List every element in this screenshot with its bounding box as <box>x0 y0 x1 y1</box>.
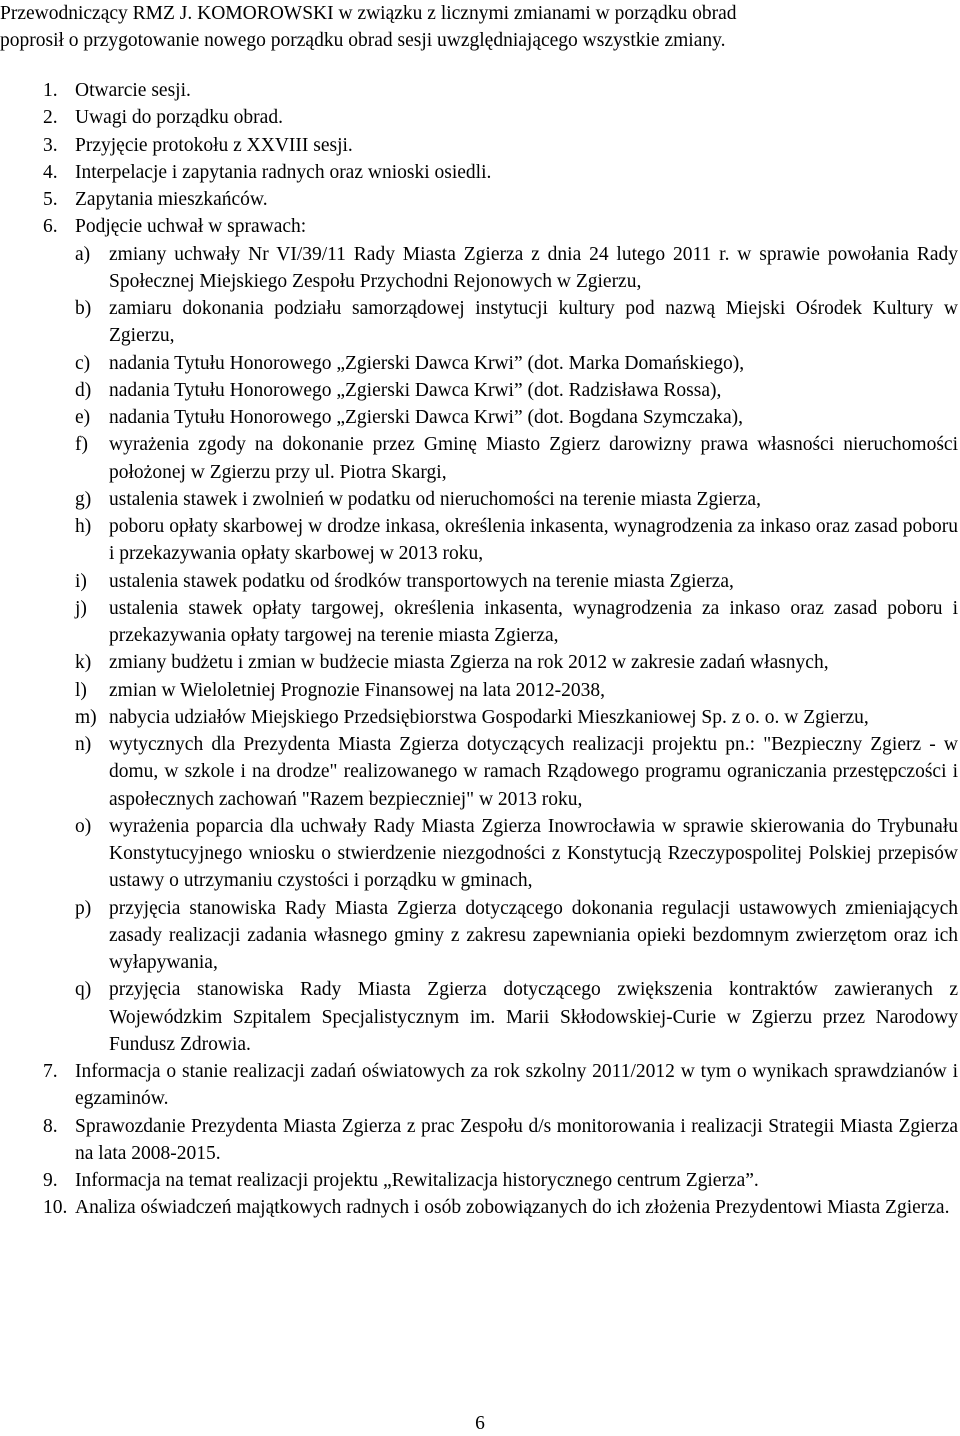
subitem-text: nabycia udziałów Miejskiego Przedsiębiorstwa Gospodarki Mieszkaniowej Sp. z o. o. w Zgierzu, <box>109 706 869 728</box>
subitem-letter: f) <box>75 434 88 456</box>
subitem-letter: o) <box>75 815 92 837</box>
agenda-item-text: Zapytania mieszkańców. <box>75 189 268 210</box>
resolution-subitem <box>0 350 958 377</box>
agenda-item <box>0 1058 958 1113</box>
subitem-letter: l) <box>75 679 87 701</box>
resolution-subitem <box>0 677 958 704</box>
subitem-text: przyjęcia stanowiska Rady Miasta Zgierza dotyczącego zwiększenia kontraktów zawieranych z Wojewódzkim Szpitalem Specjalistycznym im. Marii Skłodowskiej-Curie w Zgierzu przez Narodowy Fundusz Zdrowia. <box>109 979 958 1055</box>
resolution-subitem <box>0 595 958 650</box>
agenda-item-number: 9. <box>43 1170 58 1191</box>
resolution-subitem <box>0 377 958 404</box>
resolution-subitem <box>0 976 958 1058</box>
intro-paragraph <box>0 0 958 54</box>
subitem-letter: i) <box>75 570 87 592</box>
resolution-subitem <box>0 513 958 568</box>
agenda-item-number: 1. <box>43 80 58 101</box>
subitem-text: nadania Tytułu Honorowego „Zgierski Dawca Krwi” (dot. Marka Domańskiego), <box>109 352 745 374</box>
subitem-text: wyrażenia poparcia dla uchwały Rady Miasta Zgierza Inowrocławia w sprawie skierowania do Trybunału Konstytucyjnego wniosku o stwierdzenie niezgodności z Konstytucją Rzeczypospolitej Polskiej przepisów ustawy o utrzymaniu czystości i porządku w gminach, <box>109 815 958 892</box>
subitem-text: nadania Tytułu Honorowego „Zgierski Dawca Krwi” (dot. Bogdana Szymczaka), <box>109 407 743 428</box>
agenda-item <box>0 159 958 186</box>
intro-line: Przewodniczący RMZ J. KOMOROWSKI w związku z licznymi zmianami w porządku obrad <box>0 3 737 24</box>
resolution-subitem <box>0 241 958 296</box>
resolution-subitem <box>0 649 958 676</box>
agenda-item-text: Analiza oświadczeń majątkowych radnych i osób zobowiązanych do ich złożenia Prezydentowi Miasta Zgierza. <box>75 1197 950 1219</box>
subitem-text: przyjęcia stanowiska Rady Miasta Zgierza dotyczącego dokonania regulacji ustawowych zmieniających zasady realizacji zadania własnego gminy z zakresu zapewniania opieki bezdomnym zwierzętom oraz ich wyłapywania, <box>109 897 958 973</box>
subitem-letter: e) <box>75 407 91 428</box>
subitem-text: ustalenia stawek opłaty targowej, określenia inkasenta, wynagrodzenia za inkaso oraz zasad poboru i przekazywania opłaty targowej na terenie miasta Zgierza, <box>109 597 958 646</box>
subitem-text: zmiany budżetu i zmian w budżecie miasta Zgierza na rok 2012 w zakresie zadań własnych, <box>109 652 829 674</box>
agenda-item-number: 5. <box>43 189 58 210</box>
agenda-item-number: 7. <box>43 1061 58 1082</box>
resolution-subitem <box>0 404 958 431</box>
intro-line: poprosił o przygotowanie nowego porządku obrad sesji uwzględniającego wszystkie zmiany. <box>0 30 726 51</box>
agenda-item <box>0 132 958 159</box>
subitem-text: nadania Tytułu Honorowego „Zgierski Dawca Krwi” (dot. Radzisława Rossa), <box>109 379 722 401</box>
subitem-text: zmian w Wieloletniej Prognozie Finansowej na lata 2012-2038, <box>109 679 605 701</box>
resolution-subitem <box>0 895 958 977</box>
resolution-subitem <box>0 731 958 813</box>
agenda-item <box>0 213 958 240</box>
agenda-item-number: 10. <box>43 1197 68 1219</box>
resolution-subitem <box>0 568 958 595</box>
resolution-subitem <box>0 486 958 513</box>
subitem-text: wyrażenia zgody na dokonanie przez Gminę Miasto Zgierz darowizny prawa własności nieruchomości położonej w Zgierzu przy ul. Piotra Skargi, <box>109 434 958 483</box>
agenda-item <box>0 77 958 104</box>
agenda-item-number: 6. <box>43 216 58 238</box>
subitem-text: poboru opłaty skarbowej w drodze inkasa, określenia inkasenta, wynagrodzenia za inkaso oraz zasad poboru i przekazywania opłaty skarbowej w 2013 roku, <box>109 516 958 565</box>
agenda-item <box>0 1194 958 1221</box>
agenda-item-text: Informacja o stanie realizacji zadań oświatowych za rok szkolny 2011/2012 w tym o wynikach sprawdzianów i egzaminów. <box>75 1061 958 1110</box>
page-number: 6 <box>475 1413 485 1434</box>
agenda-item <box>0 186 958 213</box>
subitem-letter: g) <box>75 488 92 510</box>
agenda-item-text: Uwagi do porządku obrad. <box>75 107 283 129</box>
agenda-item <box>0 104 958 131</box>
subitem-letter: q) <box>75 979 92 1001</box>
agenda-item <box>0 1167 958 1194</box>
agenda-item-text: Sprawozdanie Prezydenta Miasta Zgierza z prac Zespołu d/s monitorowania i realizacji Strategii Miasta Zgierza na lata 2008-2015. <box>75 1115 958 1164</box>
agenda-item-text: Otwarcie sesji. <box>75 80 191 101</box>
resolution-subitem <box>0 431 958 486</box>
agenda-item-number: 8. <box>43 1115 58 1137</box>
subitem-text: ustalenia stawek i zwolnień w podatku od nieruchomości na terenie miasta Zgierza, <box>109 488 761 510</box>
subitem-letter: k) <box>75 652 92 674</box>
subitem-text: ustalenia stawek podatku od środków transportowych na terenie miasta Zgierza, <box>109 570 734 592</box>
subitem-text: zmiany uchwały Nr VI/39/11 Rady Miasta Zgierza z dnia 24 lutego 2011 r. w sprawie powołania Rady Społecznej Miejskiego Zespołu Przychodni Rejonowych w Zgierzu, <box>109 243 958 292</box>
agenda-item-text: Podjęcie uchwał w sprawach: <box>75 216 307 238</box>
agenda-item <box>0 1113 958 1168</box>
resolution-subitem <box>0 704 958 731</box>
agenda-item-text: Interpelacje i zapytania radnych oraz wnioski osiedli. <box>75 161 492 183</box>
agenda-item-number: 4. <box>43 161 58 183</box>
agenda-list <box>0 77 958 1222</box>
subitem-letter: d) <box>75 379 92 401</box>
subitem-letter: h) <box>75 516 92 537</box>
resolution-subitem <box>0 295 958 350</box>
subitem-letter: j) <box>75 597 87 619</box>
agenda-item-text: Przyjęcie protokołu z XXVIII sesji. <box>75 134 353 156</box>
agenda-item-number: 2. <box>43 107 58 129</box>
subitem-letter: b) <box>75 298 92 319</box>
subitem-letter: c) <box>75 352 91 374</box>
subitem-text: zamiaru dokonania podziału samorządowej instytucji kultury pod nazwą Miejski Ośrodek Kultury w Zgierzu, <box>109 298 958 347</box>
resolution-subitem <box>0 813 958 895</box>
agenda-item-text: Informacja na temat realizacji projektu „Rewitalizacja historycznego centrum Zgierza”. <box>75 1170 759 1191</box>
agenda-item-number: 3. <box>43 134 58 156</box>
subitem-text: wytycznych dla Prezydenta Miasta Zgierza dotyczących realizacji projektu pn.: "Bezpieczny Zgierz - w domu, w szkole i na drodze" realizowanego w ramach Rządowego programu ograniczania przestępczości i aspołecznych zachowań "Razem bezpieczniej" w 2013 roku, <box>109 734 958 810</box>
subitem-letter: n) <box>75 734 92 755</box>
subitem-letter: m) <box>75 706 97 728</box>
subitem-letter: a) <box>75 243 91 265</box>
subitem-letter: p) <box>75 897 92 919</box>
